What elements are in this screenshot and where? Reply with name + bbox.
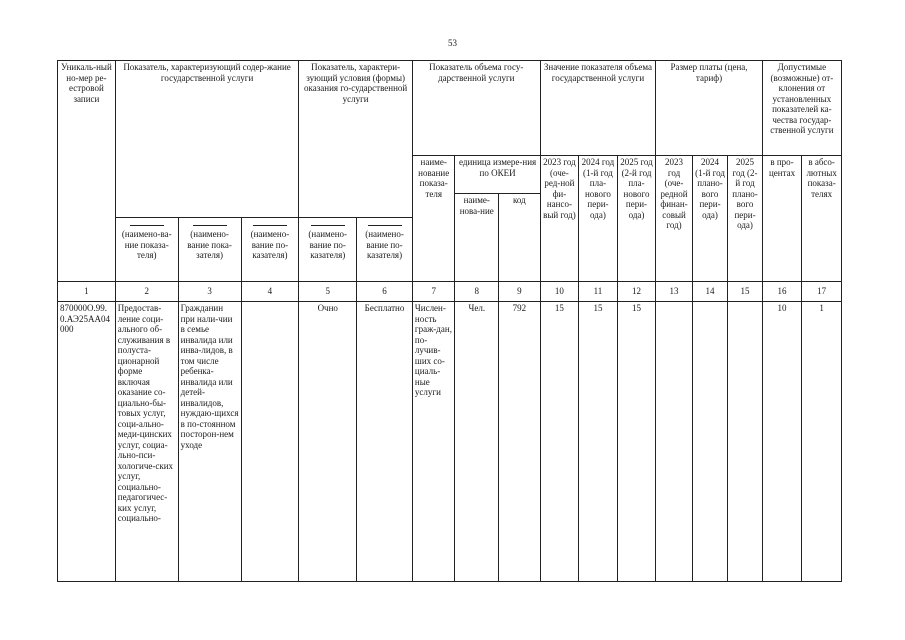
header-f2024: 2024 (1-й год плано-вого пери-ода) bbox=[692, 156, 727, 282]
header-content-spacer bbox=[115, 156, 299, 218]
col-number: 8 bbox=[455, 282, 499, 302]
cell-value-2024: 15 bbox=[579, 302, 618, 582]
header-f2023: 2023 год (оче-редной финан-совый год) bbox=[656, 156, 693, 282]
cell-form: Очно bbox=[299, 302, 357, 582]
header-okei-name: наиме-нова-ние bbox=[455, 194, 499, 282]
header-sub-c6 bbox=[357, 218, 413, 282]
blank-line bbox=[193, 225, 227, 226]
cell-fee-2024 bbox=[692, 302, 727, 582]
header-row-2 bbox=[58, 156, 842, 194]
header-naming: наиме-нование показа-теля bbox=[412, 156, 455, 282]
cell-c4 bbox=[241, 302, 299, 582]
col-number: 1 bbox=[58, 282, 116, 302]
header-unique-record: Уникаль-ный но-мер ре-естровой записи bbox=[58, 61, 116, 282]
cell-indicator-name: Числен-ность граж-дан, по-лучив-ших со-циаль-ные услуги bbox=[412, 302, 455, 582]
blank-line bbox=[311, 225, 345, 226]
header-sub-c3 bbox=[178, 218, 241, 282]
col-number: 14 bbox=[692, 282, 727, 302]
col-number: 7 bbox=[412, 282, 455, 302]
column-number-row bbox=[58, 282, 842, 302]
col-number: 16 bbox=[762, 282, 802, 302]
header-sub-c6-text: (наимено-вание по-казателя) bbox=[365, 229, 404, 260]
header-v2023: 2023 год (оче-ред-ной фи-нансо-вый год) bbox=[540, 156, 579, 282]
col-number: 6 bbox=[357, 282, 413, 302]
cell-payment: Бесплатно bbox=[357, 302, 413, 582]
cell-unit-code: 792 bbox=[499, 302, 541, 582]
header-v2025: 2025 год (2-й год пла-нового пери-ода) bbox=[617, 156, 656, 282]
cell-fee-2023 bbox=[656, 302, 693, 582]
header-row-1 bbox=[58, 61, 842, 156]
header-pct: в про-центах bbox=[762, 156, 802, 282]
page-number: 53 bbox=[448, 38, 457, 48]
header-okei: единица измере-ния по ОКЕИ bbox=[455, 156, 540, 194]
col-number: 2 bbox=[115, 282, 178, 302]
blank-line bbox=[130, 225, 164, 226]
cell-deviation-abs: 1 bbox=[802, 302, 842, 582]
cell-deviation-pct: 10 bbox=[762, 302, 802, 582]
col-number: 17 bbox=[802, 282, 842, 302]
header-f2025: 2025 год (2-й год плано-вого пери-ода) bbox=[728, 156, 763, 282]
table-row bbox=[58, 302, 842, 582]
blank-line bbox=[253, 225, 287, 226]
col-number: 11 bbox=[579, 282, 618, 302]
col-number: 13 bbox=[656, 282, 693, 302]
header-conditions-spacer bbox=[299, 156, 413, 218]
header-v2024: 2024 год (1-й год пла-нового пери-ода) bbox=[579, 156, 618, 282]
col-number: 15 bbox=[728, 282, 763, 302]
cell-registry-number: 870000О.99.0.АЭ25АА04000 bbox=[58, 302, 116, 582]
header-sub-c5-text: (наимено-вание по-казателя) bbox=[308, 229, 348, 260]
service-volume-table bbox=[57, 60, 842, 582]
header-sub-c2 bbox=[115, 218, 178, 282]
col-number: 12 bbox=[617, 282, 656, 302]
header-deviations: Допустимые (возможные) от-клонения от установленных показателей ка-чества государ-ственной услуги bbox=[762, 61, 841, 156]
header-fee: Размер платы (цена, тариф) bbox=[656, 61, 762, 156]
header-content-indicator: Показатель, характеризующий содер-жание государственной услуги bbox=[115, 61, 299, 156]
header-abs: в абсо-лютных показа-телях bbox=[802, 156, 842, 282]
blank-line bbox=[368, 225, 402, 226]
header-okei-code: код bbox=[499, 194, 541, 282]
header-volume-value: Значение показателя объема государственной услуги bbox=[540, 61, 656, 156]
col-number: 5 bbox=[299, 282, 357, 302]
header-sub-c4 bbox=[241, 218, 299, 282]
cell-value-2023: 15 bbox=[540, 302, 579, 582]
cell-unit-name: Чел. bbox=[455, 302, 499, 582]
col-number: 10 bbox=[540, 282, 579, 302]
col-number: 9 bbox=[499, 282, 541, 302]
cell-service-content: Предостав-ление соци-ального об-служивания в полуста-ционарной форме включая оказание со-циально-бы-товых услуг, соци-ально-меди-цинских услуг, социа-льно-пси-хологиче-ских услуг, социально-педагогичес-ких услуг, социально- bbox=[115, 302, 178, 582]
header-sub-c3-text: (наимено-вание пока-зателя) bbox=[187, 229, 232, 260]
cell-value-2025: 15 bbox=[617, 302, 656, 582]
header-conditions-indicator: Показатель, характери-зующий условия (формы) оказания го-сударственной услуги bbox=[299, 61, 413, 156]
header-sub-c4-text: (наимено-вание по-казателя) bbox=[250, 229, 290, 260]
col-number: 3 bbox=[178, 282, 241, 302]
col-number: 4 bbox=[241, 282, 299, 302]
header-sub-c2-text: (наимено-ва-ние показа-теля) bbox=[121, 229, 172, 260]
cell-fee-2025 bbox=[728, 302, 763, 582]
header-sub-c5 bbox=[299, 218, 357, 282]
header-volume-indicator: Показатель объема госу-дарственной услуги bbox=[412, 61, 540, 156]
cell-recipient-category: Гражданин при нали-чии в семье инвалида или инва-лидов, в том числе ребенка-инвалида или детей-инвалидов, нуждаю-щихся в по-стоянном посторон-нем уходе bbox=[178, 302, 241, 582]
